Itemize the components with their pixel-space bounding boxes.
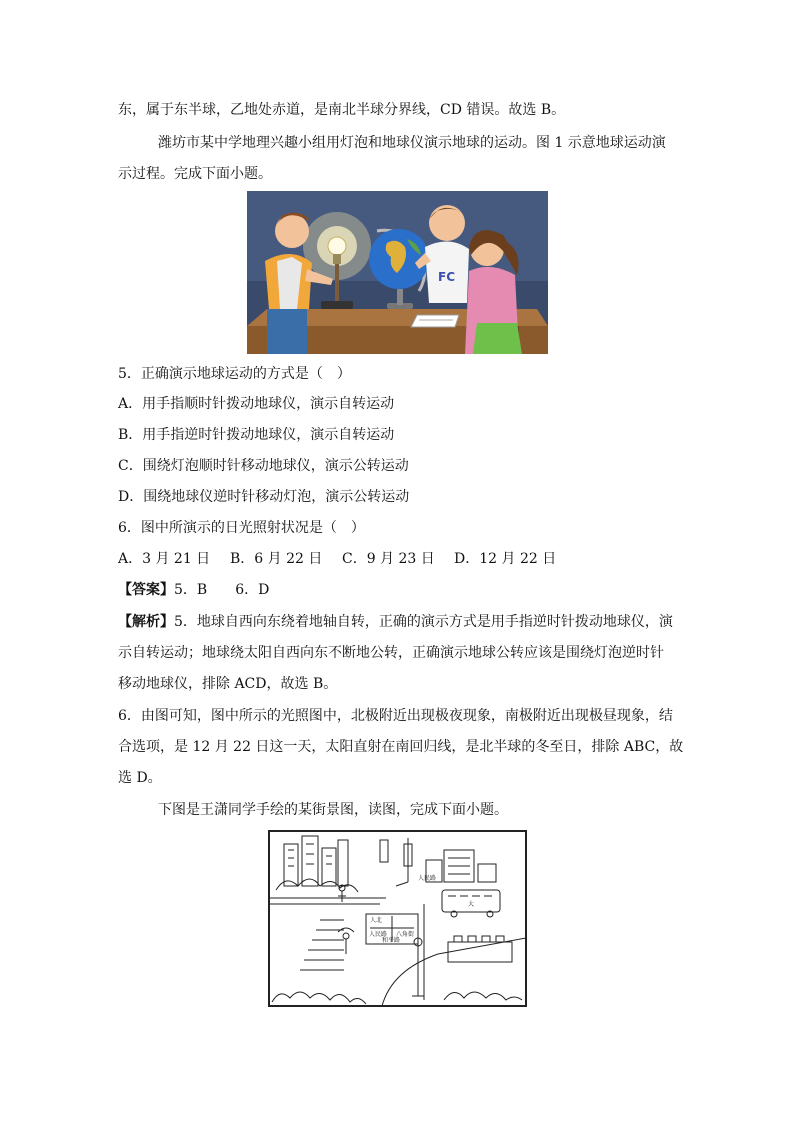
analysis-line-2: 示自转运动；地球绕太阳自西向东不断地公转，正确演示地球公转应该是围绕灯泡逆时针 — [118, 645, 664, 661]
street-intro: 下图是王潇同学手绘的某街景图，读图，完成下面小题。 — [158, 802, 508, 818]
street-scene-sketch — [268, 830, 527, 1007]
sign-bottom-label: 和平路 — [382, 937, 401, 944]
question-6-option-b: B．6 月 22 日 — [230, 551, 323, 567]
analysis-line-3: 移动地球仪，排除 ACD，故选 B。 — [118, 676, 338, 692]
sign-top-label: 人北 — [370, 917, 383, 924]
shirt-letters: FC — [438, 270, 456, 284]
bus-mark: 大 — [468, 901, 475, 908]
question-6-stem: 6．图中所演示的日光照射状况是（ ） — [118, 520, 365, 536]
text-line-2: 潍坊市某中学地理兴趣小组用灯泡和地球仪演示地球的运动。图 1 示意地球运动演 — [158, 135, 666, 151]
globe-demo-illustration — [247, 191, 548, 354]
answer-line — [118, 580, 269, 600]
question-6-option-c: C．9 月 23 日 — [342, 551, 435, 567]
analysis-text-1: 5．地球自西向东绕着地轴自转，正确的演示方式是用手指逆时针拨动地球仪，演 — [174, 614, 673, 630]
street-plate-label: 人民路 — [418, 875, 437, 882]
answer-text: 5．B 6．D — [174, 582, 270, 598]
analysis-tag: 【解析】 — [118, 614, 174, 630]
question-5-option-a: A．用手指顺时针拨动地球仪，演示自转运动 — [118, 396, 395, 412]
question-5-stem: 5．正确演示地球运动的方式是（ ） — [118, 366, 351, 382]
question-5-option-d: D．围绕地球仪逆时针移动灯泡，演示公转运动 — [118, 489, 410, 505]
answer-tag: 【答案】 — [118, 582, 174, 598]
analysis-line-1 — [118, 612, 673, 632]
question-5-option-c: C．围绕灯泡顺时针移动地球仪，演示公转运动 — [118, 458, 409, 474]
question-6-option-d: D．12 月 22 日 — [454, 551, 557, 567]
question-5-option-b: B．用手指逆时针拨动地球仪，演示自转运动 — [118, 427, 395, 443]
analysis-line-4: 6．由图可知，图中所示的光照图中，北极附近出现极夜现象，南极附近出现极昼现象，结 — [118, 708, 673, 724]
text-line-3: 示过程。完成下面小题。 — [118, 166, 272, 182]
analysis-line-6: 选 D。 — [118, 770, 162, 786]
sign-left-label: 人民路 — [369, 931, 388, 938]
text-line-1: 东，属于东半球，乙地处赤道，是南北半球分界线，CD 错误。故选 B。 — [118, 102, 566, 118]
question-6-options — [118, 549, 556, 569]
sign-right-label: 八角街 — [396, 931, 415, 938]
question-6-option-a: A．3 月 21 日 — [118, 551, 211, 567]
analysis-line-5: 合选项，是 12 月 22 日这一天，太阳直射在南回归线，是北半球的冬至日，排除 ABC，故 — [118, 739, 684, 755]
